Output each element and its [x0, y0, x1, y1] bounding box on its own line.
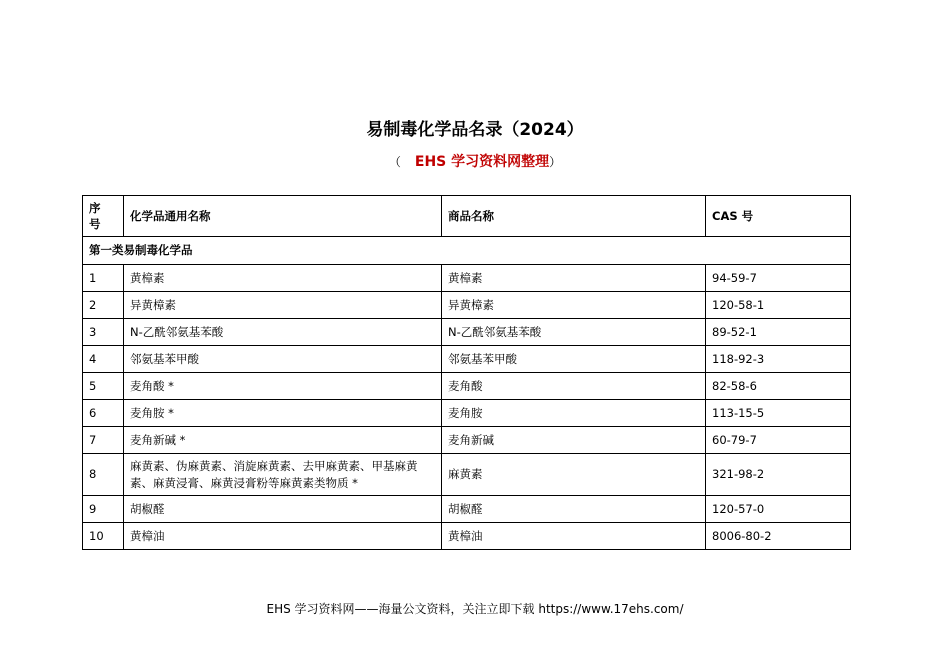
cell-no: 9	[83, 496, 124, 523]
cell-cas: 94-59-7	[706, 265, 851, 292]
cell-name: 异黄樟素	[124, 292, 442, 319]
cell-trade-name: 黄樟油	[442, 523, 706, 550]
cell-name: 黄樟油	[124, 523, 442, 550]
table-row	[83, 427, 851, 454]
cell-no: 1	[83, 265, 124, 292]
document-subtitle	[0, 151, 950, 171]
section-row	[83, 237, 851, 265]
cell-no: 4	[83, 346, 124, 373]
table-header-row	[83, 196, 851, 237]
cell-trade-name: 胡椒醛	[442, 496, 706, 523]
table-row	[83, 292, 851, 319]
cell-trade-name: 麦角新碱	[442, 427, 706, 454]
cell-cas: 120-57-0	[706, 496, 851, 523]
cell-cas: 321-98-2	[706, 454, 851, 496]
cell-no: 3	[83, 319, 124, 346]
table-row	[83, 346, 851, 373]
table-row	[83, 319, 851, 346]
header-trade-name: 商品名称	[442, 196, 706, 237]
cell-trade-name: N-乙酰邻氨基苯酸	[442, 319, 706, 346]
cell-name: 麦角酸 *	[124, 373, 442, 400]
cell-name: 麻黄素、伪麻黄素、消旋麻黄素、去甲麻黄素、甲基麻黄素、麻黄浸膏、麻黄浸膏粉等麻黄素类物质 *	[124, 454, 442, 496]
cell-no: 7	[83, 427, 124, 454]
chemical-list-table	[82, 195, 851, 550]
cell-name: 胡椒醛	[124, 496, 442, 523]
cell-name: 黄樟素	[124, 265, 442, 292]
subtitle-open-paren: （	[388, 155, 401, 169]
cell-trade-name: 麦角胺	[442, 400, 706, 427]
cell-name: 邻氨基苯甲酸	[124, 346, 442, 373]
section-title: 第一类易制毒化学品	[83, 237, 851, 265]
cell-no: 10	[83, 523, 124, 550]
cell-trade-name: 邻氨基苯甲酸	[442, 346, 706, 373]
cell-cas: 8006-80-2	[706, 523, 851, 550]
subtitle-source: EHS 学习资料网整理	[414, 154, 550, 170]
cell-no: 8	[83, 454, 124, 496]
table-row	[83, 373, 851, 400]
cell-trade-name: 麦角酸	[442, 373, 706, 400]
header-name: 化学品通用名称	[124, 196, 442, 237]
cell-name: 麦角新碱 *	[124, 427, 442, 454]
cell-cas: 120-58-1	[706, 292, 851, 319]
header-cas: CAS 号	[706, 196, 851, 237]
cell-no: 6	[83, 400, 124, 427]
cell-trade-name: 异黄樟素	[442, 292, 706, 319]
header-no-line1: 序	[89, 201, 101, 215]
table-row	[83, 454, 851, 496]
header-no-line2: 号	[89, 217, 101, 231]
cell-no: 5	[83, 373, 124, 400]
cell-trade-name: 麻黄素	[442, 454, 706, 496]
cell-cas: 60-79-7	[706, 427, 851, 454]
cell-cas: 118-92-3	[706, 346, 851, 373]
cell-name: N-乙酰邻氨基苯酸	[124, 319, 442, 346]
table-row	[83, 496, 851, 523]
table-row	[83, 265, 851, 292]
table-row	[83, 400, 851, 427]
page-footer: EHS 学习资料网——海量公文资料，关注立即下载 https://www.17ehs.com/	[266, 602, 684, 616]
subtitle-close-paren: ）	[549, 155, 562, 169]
document-title: 易制毒化学品名录（2024）	[366, 120, 584, 140]
cell-cas: 113-15-5	[706, 400, 851, 427]
header-no	[83, 196, 124, 237]
cell-cas: 82-58-6	[706, 373, 851, 400]
table-row	[83, 523, 851, 550]
cell-no: 2	[83, 292, 124, 319]
cell-name: 麦角胺 *	[124, 400, 442, 427]
cell-trade-name: 黄樟素	[442, 265, 706, 292]
cell-cas: 89-52-1	[706, 319, 851, 346]
